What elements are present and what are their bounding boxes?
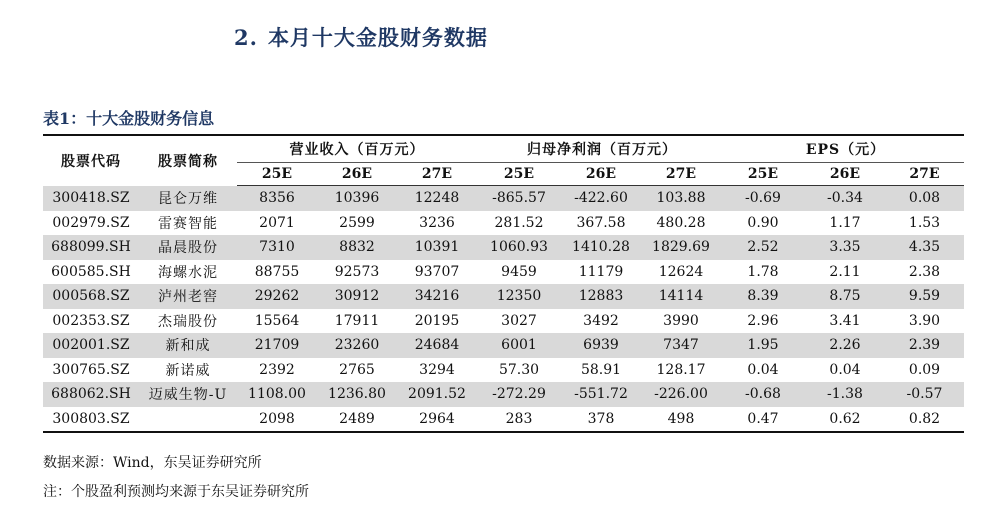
table-row [43,407,964,432]
eps-cell: -0.69 [721,186,805,211]
header-row-groups [43,136,964,163]
profit-cell: 281.52 [477,211,561,236]
table-body [43,186,964,432]
table-row [43,235,964,260]
eps-cell: -0.34 [805,186,885,211]
eps-cell: 0.90 [721,211,805,236]
eps-cell: 1.53 [885,211,964,236]
eps-cell: 9.59 [885,284,964,309]
eps-cell: 1.78 [721,260,805,285]
header-stock-name: 股票简称 [158,153,218,170]
stock-code-cell: 600585.SH [43,260,139,285]
profit-cell: 6939 [561,333,641,358]
stock-name-cell: 昆仑万维 [139,186,237,211]
profit-cell: 367.58 [561,211,641,236]
revenue-cell: 2599 [317,211,397,236]
eps-cell: 2.52 [721,235,805,260]
stock-name-cell: 新和成 [139,333,237,358]
header-net-profit: 归母净利润（百万元） [477,136,721,163]
header-revenue: 营业收入（百万元） [237,136,477,163]
table-row [43,358,964,383]
eps-cell: 2.96 [721,309,805,334]
revenue-cell: 88755 [237,260,317,285]
stock-name-cell: 晶晨股份 [139,235,237,260]
profit-cell: -422.60 [561,186,641,211]
stock-code-cell: 300765.SZ [43,358,139,383]
eps-cell: 0.47 [721,407,805,432]
revenue-cell: 7310 [237,235,317,260]
revenue-cell: 2091.52 [397,382,477,407]
table-row [43,333,964,358]
profit-cell: 57.30 [477,358,561,383]
stock-name-cell: 迈威生物-U [139,382,237,407]
eps-cell: 0.04 [805,358,885,383]
forecast-remark-note: 注：个股盈利预测均来源于东吴证券研究所 [43,484,309,500]
eps-cell: 0.82 [885,407,964,432]
stock-code-cell: 688099.SH [43,235,139,260]
revenue-cell: 30912 [317,284,397,309]
eps-cell: 8.75 [805,284,885,309]
profit-cell: 3492 [561,309,641,334]
eps-cell: 4.35 [885,235,964,260]
profit-cell: -865.57 [477,186,561,211]
eps-cell: 3.35 [805,235,885,260]
eps-cell: 2.38 [885,260,964,285]
stock-name-cell [139,407,237,432]
revenue-cell: 10396 [317,186,397,211]
profit-cell: 11179 [561,260,641,285]
eps-cell: 8.39 [721,284,805,309]
eps-cell: 1.95 [721,333,805,358]
header-profit-year: 25E [477,163,561,186]
profit-cell: -226.00 [641,382,721,407]
eps-cell: 0.62 [805,407,885,432]
section-heading [234,22,488,52]
profit-cell: 498 [641,407,721,432]
header-eps-year: 27E [885,163,964,186]
revenue-cell: 93707 [397,260,477,285]
table-row [43,186,964,211]
revenue-cell: 10391 [397,235,477,260]
profit-cell: 6001 [477,333,561,358]
stock-name-cell: 雷赛智能 [139,211,237,236]
table-caption: 表1：十大金股财务信息 [43,109,215,128]
stock-code-cell: 300418.SZ [43,186,139,211]
section-number: 2. [234,25,258,50]
table-row [43,211,964,236]
revenue-cell: 2392 [237,358,317,383]
stock-code-cell: 000568.SZ [43,284,139,309]
eps-cell: 3.90 [885,309,964,334]
profit-cell: 7347 [641,333,721,358]
eps-cell: -0.57 [885,382,964,407]
revenue-cell: 3236 [397,211,477,236]
eps-cell: -0.68 [721,382,805,407]
financial-table [43,136,964,431]
revenue-cell: 8832 [317,235,397,260]
profit-cell: 103.88 [641,186,721,211]
section-title: 本月十大金股财务数据 [267,25,488,50]
revenue-cell: 24684 [397,333,477,358]
revenue-cell: 23260 [317,333,397,358]
revenue-cell: 12248 [397,186,477,211]
profit-cell: 480.28 [641,211,721,236]
stock-name-cell: 海螺水泥 [139,260,237,285]
data-source-note: 数据来源：Wind，东吴证券研究所 [43,455,262,471]
revenue-cell: 2098 [237,407,317,432]
stock-code-cell: 002001.SZ [43,333,139,358]
stock-name-cell: 杰瑞股份 [139,309,237,334]
revenue-cell: 15564 [237,309,317,334]
profit-cell: 1410.28 [561,235,641,260]
eps-cell: 2.26 [805,333,885,358]
eps-cell: 3.41 [805,309,885,334]
header-stock-code: 股票代码 [61,153,121,170]
eps-cell: 0.08 [885,186,964,211]
profit-cell: 12883 [561,284,641,309]
header-profit-year: 27E [641,163,721,186]
profit-cell: 128.17 [641,358,721,383]
header-revenue-year: 27E [397,163,477,186]
eps-cell: 0.09 [885,358,964,383]
header-eps: EPS（元） [721,136,964,163]
revenue-cell: 2964 [397,407,477,432]
stock-code-cell: 300803.SZ [43,407,139,432]
revenue-cell: 92573 [317,260,397,285]
revenue-cell: 2765 [317,358,397,383]
stock-code-cell: 002353.SZ [43,309,139,334]
revenue-cell: 21709 [237,333,317,358]
revenue-cell: 34216 [397,284,477,309]
stock-code-cell: 002979.SZ [43,211,139,236]
eps-cell: 2.11 [805,260,885,285]
revenue-cell: 1108.00 [237,382,317,407]
financial-table-container [43,134,964,433]
revenue-cell: 29262 [237,284,317,309]
revenue-cell: 8356 [237,186,317,211]
profit-cell: -272.29 [477,382,561,407]
table-row [43,309,964,334]
profit-cell: -551.72 [561,382,641,407]
profit-cell: 14114 [641,284,721,309]
profit-cell: 58.91 [561,358,641,383]
profit-cell: 9459 [477,260,561,285]
eps-cell: -1.38 [805,382,885,407]
stock-code-cell: 688062.SH [43,382,139,407]
profit-cell: 3990 [641,309,721,334]
revenue-cell: 3294 [397,358,477,383]
header-profit-year: 26E [561,163,641,186]
revenue-cell: 1236.80 [317,382,397,407]
profit-cell: 378 [561,407,641,432]
eps-cell: 2.39 [885,333,964,358]
profit-cell: 3027 [477,309,561,334]
revenue-cell: 2489 [317,407,397,432]
header-eps-year: 26E [805,163,885,186]
profit-cell: 12350 [477,284,561,309]
profit-cell: 283 [477,407,561,432]
eps-cell: 0.04 [721,358,805,383]
table-row [43,284,964,309]
table-row [43,260,964,285]
table-row [43,382,964,407]
header-revenue-year: 25E [237,163,317,186]
profit-cell: 12624 [641,260,721,285]
profit-cell: 1829.69 [641,235,721,260]
revenue-cell: 17911 [317,309,397,334]
revenue-cell: 20195 [397,309,477,334]
profit-cell: 1060.93 [477,235,561,260]
stock-name-cell: 泸州老窖 [139,284,237,309]
eps-cell: 1.17 [805,211,885,236]
header-revenue-year: 26E [317,163,397,186]
stock-name-cell: 新诺威 [139,358,237,383]
revenue-cell: 2071 [237,211,317,236]
header-eps-year: 25E [721,163,805,186]
